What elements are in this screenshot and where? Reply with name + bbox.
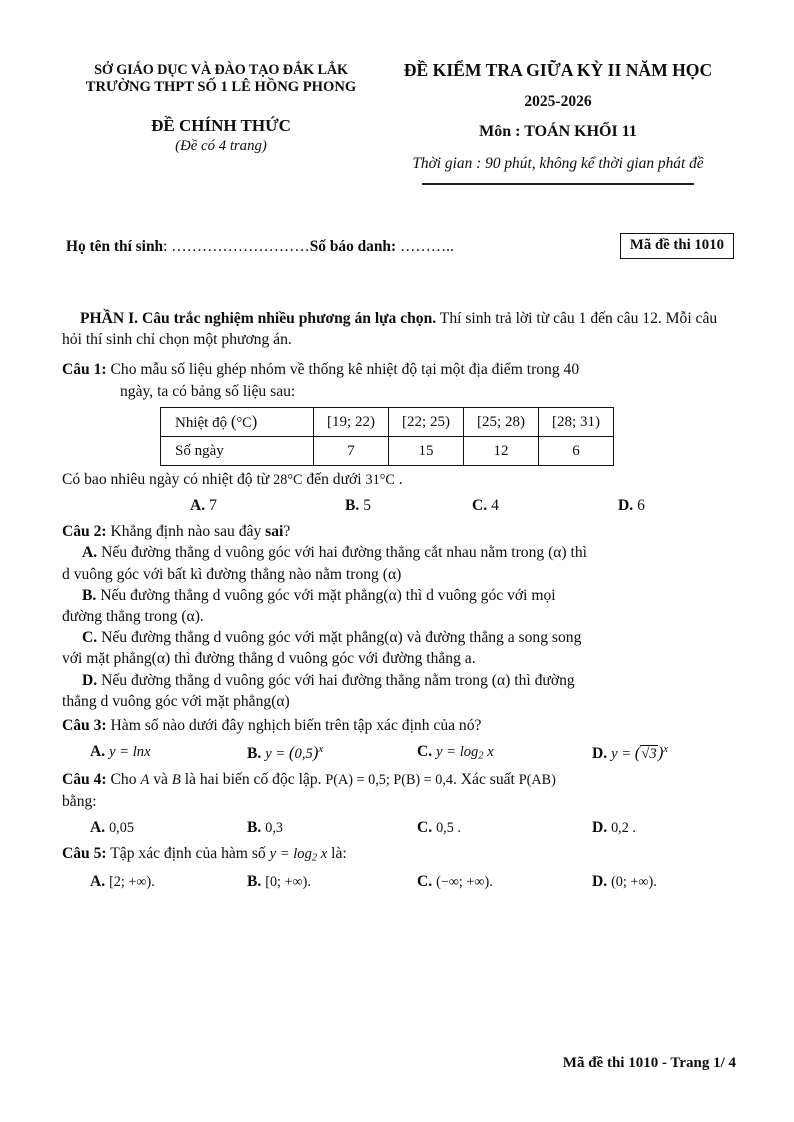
exam-code-box: Mã đề thi 1010 — [620, 233, 734, 259]
question-2-option-b[interactable] — [62, 585, 738, 606]
question-2-option-d-line2: thẳng d vuông góc với mặt phẳng(α) — [62, 692, 290, 710]
question-2-option-b-line1: Nếu đường thẳng d vuông góc với mặt phẳng(α) thì d vuông góc với mọi — [100, 586, 556, 604]
question-5 — [62, 843, 738, 899]
question-4-stem-c: là hai biến cố độc lập. — [180, 771, 326, 789]
question-1-option-a-text: 7 — [209, 497, 217, 515]
question-3-option-c-text: y = log2 x — [436, 744, 494, 762]
header-left-block — [62, 60, 380, 155]
option-letter-b: B. — [345, 497, 360, 515]
table-cell-days-2: 15 — [389, 436, 464, 465]
option-letter-b: B. — [247, 873, 262, 891]
question-1-followup-c: . — [394, 470, 403, 488]
option-letter-c: C. — [417, 743, 433, 761]
question-1-value-1: 28°C — [273, 471, 303, 488]
question-3 — [62, 715, 738, 767]
question-1-followup-a: Có bao nhiêu ngày có nhiệt độ từ — [62, 470, 274, 488]
question-1-stem — [62, 359, 738, 380]
candidate-sbd-dots[interactable]: ……….. — [396, 238, 454, 255]
question-5-option-d[interactable] — [592, 871, 657, 892]
question-4-probabilities: P(A) = 0,5; P(B) = 0,4 — [325, 772, 453, 789]
option-letter-c: C. — [417, 819, 433, 837]
question-1-followup-b: đến dưới — [302, 470, 366, 488]
exam-title: ĐỀ KIỂM TRA GIỮA KỲ II NĂM HỌC — [403, 60, 713, 80]
table-cell-days-1: 7 — [314, 436, 389, 465]
question-1-stem-line2: ngày, ta có bảng số liệu sau: — [120, 382, 296, 400]
option-letter-a: A. — [90, 873, 106, 891]
temperature-frequency-table — [160, 407, 614, 466]
question-3-option-b-text: $y = (0,5)^x$ — [265, 743, 324, 763]
table-cell-interval-1: [19; 22) — [314, 407, 389, 436]
question-2-stem-text: Khẳng định nào sau đây — [110, 523, 266, 541]
table-unit-celsius: °C — [236, 415, 252, 432]
part1-intro — [62, 308, 738, 350]
question-1-value-2: 31°C — [365, 471, 395, 488]
question-4-label: Câu 4: — [62, 771, 107, 789]
option-letter-a: A. — [90, 743, 106, 761]
question-4-option-a-text: 0,05 — [109, 820, 134, 837]
question-1-option-c[interactable] — [472, 495, 499, 516]
option-letter-d: D. — [592, 745, 608, 763]
option-letter-b: B. — [247, 745, 262, 763]
table-cell-interval-3: [25; 28) — [464, 407, 539, 436]
question-5-option-b-text: [0; +∞). — [265, 874, 311, 891]
question-4-var-a: A — [140, 772, 150, 789]
question-5-function: y = log2 x — [269, 846, 328, 864]
exam-subject: Môn : TOÁN KHỐI 11 — [479, 122, 637, 140]
header-right-block — [380, 60, 736, 185]
question-1-table-wrap — [160, 407, 738, 466]
question-4-stem — [62, 769, 738, 791]
table-cell-interval-2: [22; 25) — [389, 407, 464, 436]
candidate-info-row — [66, 238, 734, 256]
exam-duration: Thời gian : 90 phút, không kể thời gian phát đề — [412, 154, 704, 172]
question-2 — [62, 521, 738, 712]
question-5-option-c-text: (−∞; +∞). — [436, 874, 493, 891]
part1-instruction: Thí sinh trả lời từ câu 1 đến câu 12. Mỗi câu hỏi thí sinh chỉ chọn một phương án. — [62, 310, 718, 349]
question-3-option-b[interactable] — [247, 741, 323, 765]
table-cell-days-4: 6 — [539, 436, 614, 465]
question-3-options — [62, 741, 738, 767]
candidate-sbd-label: Số báo danh: — [309, 238, 397, 255]
question-2-stem-end: ? — [283, 523, 291, 541]
option-letter-a: A. — [90, 819, 106, 837]
table-rowhead-temperature-text: Nhiệt độ — [175, 415, 228, 432]
question-2-option-d[interactable] — [62, 670, 738, 691]
question-1-option-b-text: 5 — [363, 497, 372, 515]
option-letter-a: A. — [190, 497, 206, 515]
question-2-option-b-line2: đường thẳng trong (α). — [62, 607, 204, 625]
question-2-option-c[interactable] — [62, 627, 738, 648]
exam-year: 2025-2026 — [524, 92, 592, 110]
question-4-option-b[interactable] — [247, 817, 283, 838]
question-4-option-d[interactable] — [592, 817, 636, 838]
question-2-option-a-line2: d vuông góc với bất kì đường thẳng nào nằm trong (α) — [62, 565, 402, 583]
question-2-stem-bold: sai — [265, 523, 284, 541]
question-3-stem — [62, 715, 738, 736]
question-5-stem-a: Tập xác định của hàm số — [110, 845, 270, 863]
question-4-stem-a: Cho — [110, 771, 141, 789]
option-letter-c: C. — [82, 629, 98, 647]
question-4-option-b-text: 0,3 — [265, 820, 283, 837]
question-5-option-a[interactable] — [90, 871, 155, 892]
candidate-name-dots[interactable]: : ……………………… — [163, 238, 310, 255]
question-5-option-b[interactable] — [247, 871, 311, 892]
question-3-option-d[interactable] — [592, 741, 668, 765]
question-5-option-a-text: [2; +∞). — [109, 874, 155, 891]
option-letter-c: C. — [472, 497, 488, 515]
question-3-option-a-text: y = lnx — [109, 744, 151, 761]
table-row — [161, 407, 614, 436]
question-2-label: Câu 2: — [62, 523, 107, 541]
question-1-followup — [62, 469, 738, 490]
question-4-var-b: B — [171, 772, 181, 789]
question-3-option-c[interactable] — [417, 741, 494, 764]
question-4-stem-line2: bằng: — [62, 793, 97, 810]
question-1-option-d-text: 6 — [637, 497, 645, 515]
question-1-stem-line1: Cho mẫu số liệu ghép nhóm về thống kê nhiệt độ tại một địa điểm trong 40 — [110, 361, 580, 379]
question-4-option-c-text: 0,5 . — [436, 820, 461, 837]
unit-group: (°C) — [230, 412, 258, 432]
option-letter-d: D. — [82, 671, 98, 689]
question-4 — [62, 769, 738, 841]
table-row — [161, 436, 614, 465]
question-1-option-c-text: 4 — [491, 497, 499, 515]
question-4-stem-d: . Xác suất — [452, 771, 519, 789]
question-3-stem-text: Hàm số nào dưới đây nghịch biến trên tập xác định của nó? — [110, 716, 482, 734]
question-1-label: Câu 1: — [62, 361, 107, 379]
question-1-option-b[interactable] — [345, 495, 371, 516]
question-2-option-a[interactable] — [62, 542, 738, 563]
table-cell-interval-4: [28; 31) — [539, 407, 614, 436]
question-1-option-d[interactable] — [618, 495, 645, 516]
question-4-option-c[interactable] — [417, 817, 461, 838]
department-name: SỞ GIÁO DỤC VÀ ĐÀO TẠO ĐẮK LẮK — [94, 62, 348, 78]
table-rowhead-temperature — [161, 407, 314, 436]
question-4-target-probability: P(AB) — [518, 772, 556, 789]
question-2-option-a-line1: Nếu đường thẳng d vuông góc với hai đường thẳng cắt nhau nằm trong (α) thì — [101, 544, 587, 562]
question-5-option-c[interactable] — [417, 871, 493, 892]
header-divider — [422, 183, 694, 185]
question-5-stem-b: là: — [327, 845, 347, 863]
question-3-label: Câu 3: — [62, 716, 107, 734]
option-letter-d: D. — [618, 497, 634, 515]
question-5-options — [62, 871, 738, 899]
option-letter-a: A. — [82, 544, 98, 562]
option-letter-c: C. — [417, 873, 433, 891]
question-2-stem — [62, 521, 738, 542]
question-1-options — [62, 495, 738, 519]
table-cell-days-3: 12 — [464, 436, 539, 465]
official-exam-label: ĐỀ CHÍNH THỨC — [151, 116, 291, 136]
option-letter-d: D. — [592, 873, 608, 891]
page-footer: Mã đề thi 1010 - Trang 1/ 4 — [562, 1055, 736, 1071]
option-letter-b: B. — [82, 586, 97, 604]
page-count-note: (Đề có 4 trang) — [175, 138, 267, 155]
question-5-option-d-text: (0; +∞). — [611, 874, 657, 891]
table-rowhead-days: Số ngày — [161, 436, 314, 465]
question-2-option-c-line2: với mặt phẳng(α) thì đường thẳng d vuông góc với đường thẳng a. — [62, 650, 476, 668]
question-5-label: Câu 5: — [62, 845, 107, 863]
exam-content — [62, 308, 738, 899]
question-2-option-d-line1: Nếu đường thẳng d vuông góc với hai đường thẳng nằm trong (α) thì đường — [101, 671, 575, 689]
question-3-option-d-text: $y = (√3)^x$ — [611, 743, 669, 763]
question-4-option-a[interactable] — [90, 817, 134, 838]
question-4-options — [62, 817, 738, 841]
option-letter-b: B. — [247, 819, 262, 837]
document-header — [62, 60, 736, 185]
candidate-name-label: Họ tên thí sinh — [66, 238, 164, 255]
question-1 — [62, 359, 738, 519]
question-1-option-a[interactable] — [190, 495, 217, 516]
school-name: TRƯỜNG THPT SỐ 1 LÊ HỒNG PHONG — [85, 78, 357, 95]
question-4-stem-b: và — [149, 771, 172, 789]
candidate-fields — [66, 238, 454, 256]
question-2-option-c-line1: Nếu đường thẳng d vuông góc với mặt phẳng(α) và đường thẳng a song song — [101, 629, 582, 647]
option-letter-d: D. — [592, 819, 608, 837]
question-5-stem — [62, 843, 738, 866]
question-4-option-d-text: 0,2 . — [611, 820, 636, 837]
part1-title: PHẦN I. Câu trắc nghiệm nhiều phương án lựa chọn. — [80, 310, 437, 327]
question-3-option-a[interactable] — [90, 741, 151, 763]
